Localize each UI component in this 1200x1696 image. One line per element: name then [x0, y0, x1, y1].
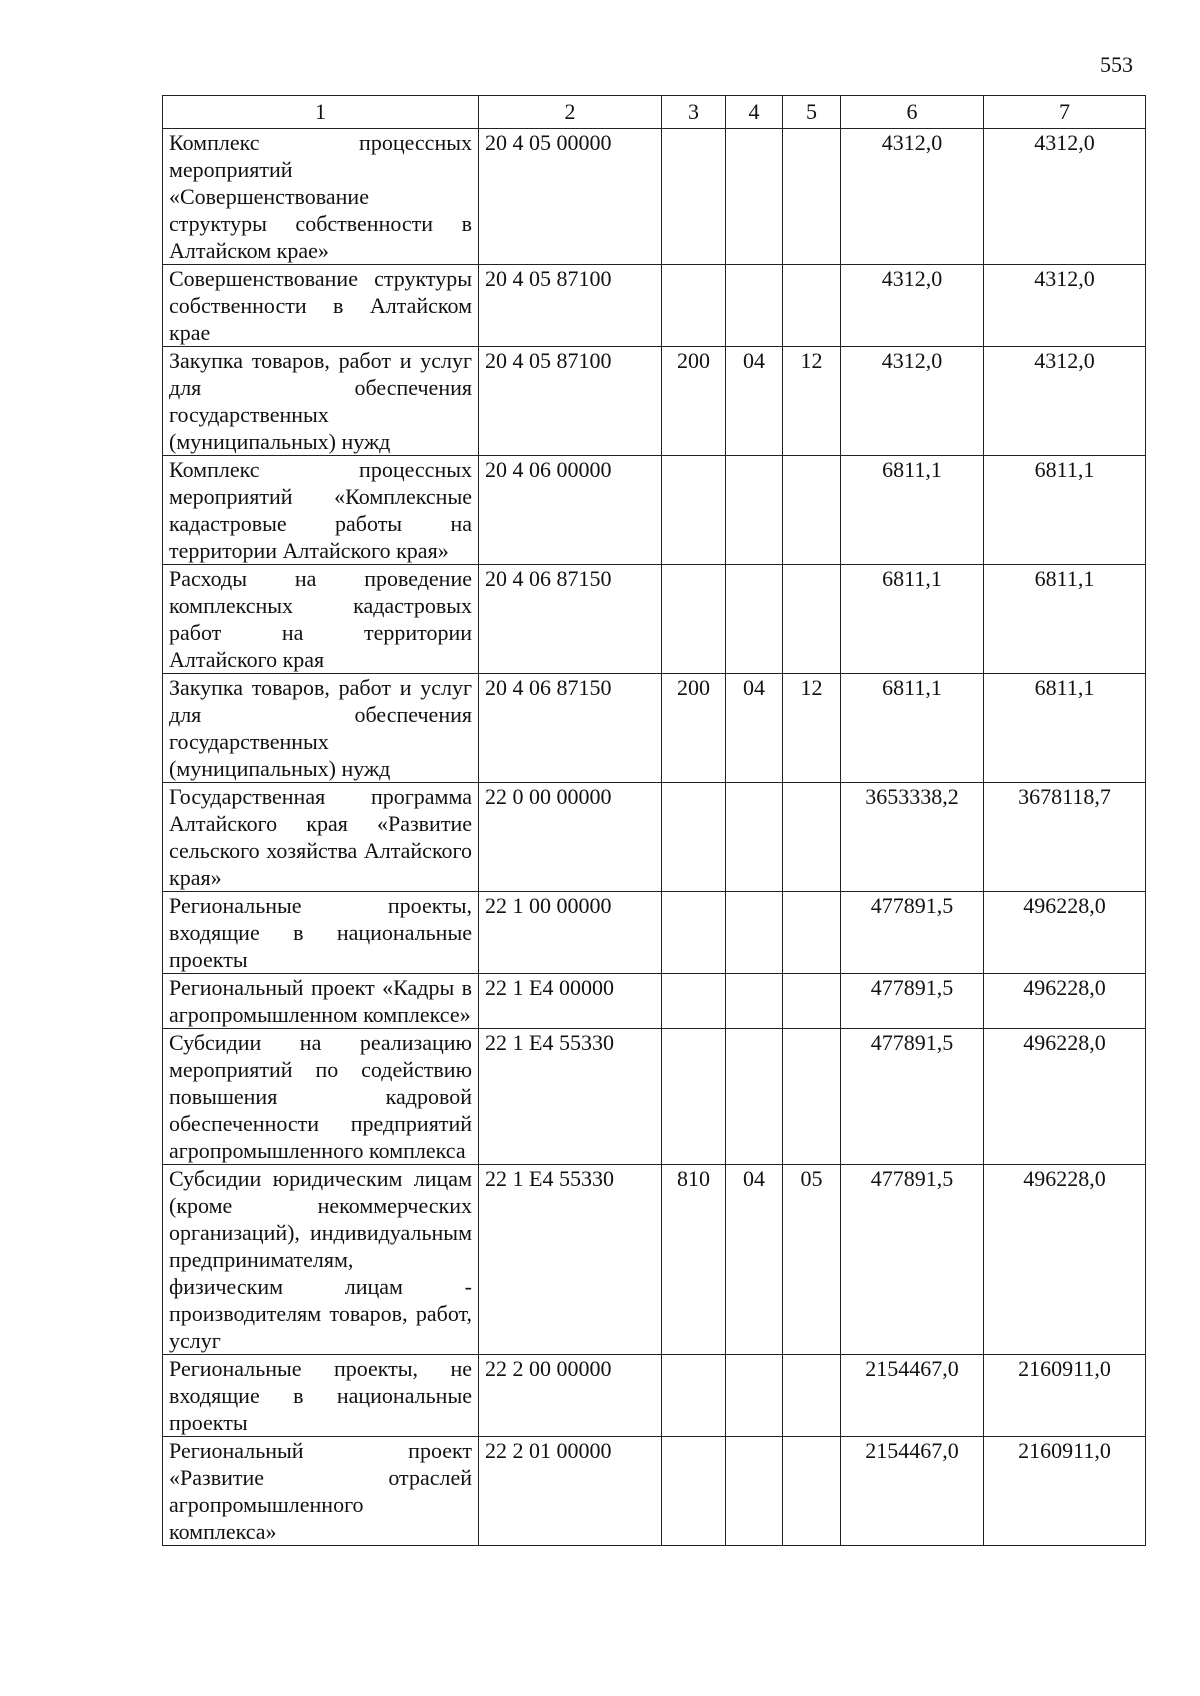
budget-table: [162, 95, 1146, 1546]
column-3-cell: [662, 265, 726, 347]
column-5-cell: [783, 1355, 841, 1437]
row-name-cell: Комплекс процессных мероприятий «Комплексные кадастровые работы на территории Алтайского края»: [163, 456, 479, 565]
column-header: 3: [662, 96, 726, 129]
column-4-cell: [726, 456, 783, 565]
table-row: [163, 1355, 1146, 1437]
column-3-cell: [662, 974, 726, 1029]
column-7-amount-cell: 496228,0: [984, 974, 1146, 1029]
column-5-cell: [783, 565, 841, 674]
table-row: [163, 456, 1146, 565]
target-code-cell: 22 1 Е4 55330: [479, 1029, 662, 1165]
table-row: [163, 265, 1146, 347]
column-header: 5: [783, 96, 841, 129]
column-5-cell: [783, 265, 841, 347]
page-number: 553: [1100, 52, 1133, 77]
column-4-cell: 04: [726, 1165, 783, 1355]
row-name-cell: Комплекс процессных мероприятий «Совершенствование структуры собственности в Алтайском крае»: [163, 129, 479, 265]
target-code-cell: 22 1 00 00000: [479, 892, 662, 974]
column-6-amount-cell: 2154467,0: [841, 1437, 984, 1546]
column-3-cell: [662, 1437, 726, 1546]
target-code-cell: 22 1 Е4 00000: [479, 974, 662, 1029]
target-code-cell: 22 0 00 00000: [479, 783, 662, 892]
table-row: [163, 1029, 1146, 1165]
column-6-amount-cell: 477891,5: [841, 1165, 984, 1355]
column-6-amount-cell: 6811,1: [841, 565, 984, 674]
row-name-cell: Субсидии на реализацию мероприятий по содействию повышения кадровой обеспеченности предприятий агропромышленного комплекса: [163, 1029, 479, 1165]
column-6-amount-cell: 4312,0: [841, 129, 984, 265]
column-3-cell: [662, 1355, 726, 1437]
column-3-cell: [662, 783, 726, 892]
column-7-amount-cell: 4312,0: [984, 265, 1146, 347]
column-3-cell: [662, 892, 726, 974]
column-7-amount-cell: 2160911,0: [984, 1355, 1146, 1437]
table-body: [163, 129, 1146, 1546]
header-row: [163, 96, 1146, 129]
column-6-amount-cell: 4312,0: [841, 265, 984, 347]
column-6-amount-cell: 3653338,2: [841, 783, 984, 892]
column-4-cell: [726, 129, 783, 265]
row-name-cell: Региональный проект «Кадры в агропромышленном комплексе»: [163, 974, 479, 1029]
column-5-cell: [783, 1029, 841, 1165]
column-5-cell: 05: [783, 1165, 841, 1355]
row-name-cell: Закупка товаров, работ и услуг для обеспечения государственных (муниципальных) нужд: [163, 674, 479, 783]
target-code-cell: 20 4 05 87100: [479, 347, 662, 456]
table-row: [163, 974, 1146, 1029]
column-4-cell: [726, 1029, 783, 1165]
column-7-amount-cell: 4312,0: [984, 129, 1146, 265]
column-header: 4: [726, 96, 783, 129]
column-7-amount-cell: 496228,0: [984, 1029, 1146, 1165]
table-row: [163, 1165, 1146, 1355]
table-row: [163, 892, 1146, 974]
target-code-cell: 20 4 05 00000: [479, 129, 662, 265]
row-name-cell: Региональные проекты, входящие в национальные проекты: [163, 892, 479, 974]
target-code-cell: 22 1 Е4 55330: [479, 1165, 662, 1355]
column-6-amount-cell: 477891,5: [841, 974, 984, 1029]
column-4-cell: [726, 265, 783, 347]
column-header: 1: [163, 96, 479, 129]
column-3-cell: [662, 1029, 726, 1165]
target-code-cell: 20 4 06 87150: [479, 565, 662, 674]
row-name-cell: Закупка товаров, работ и услуг для обеспечения государственных (муниципальных) нужд: [163, 347, 479, 456]
target-code-cell: 22 2 00 00000: [479, 1355, 662, 1437]
column-7-amount-cell: 496228,0: [984, 1165, 1146, 1355]
column-5-cell: [783, 974, 841, 1029]
row-name-cell: Региональный проект «Развитие отраслей агропромышленного комплекса»: [163, 1437, 479, 1546]
column-6-amount-cell: 6811,1: [841, 456, 984, 565]
target-code-cell: 20 4 06 87150: [479, 674, 662, 783]
row-name-cell: Расходы на проведение комплексных кадастровых работ на территории Алтайского края: [163, 565, 479, 674]
column-4-cell: [726, 892, 783, 974]
column-7-amount-cell: 496228,0: [984, 892, 1146, 974]
column-6-amount-cell: 2154467,0: [841, 1355, 984, 1437]
column-3-cell: 200: [662, 347, 726, 456]
column-4-cell: [726, 1355, 783, 1437]
row-name-cell: Субсидии юридическим лицам (кроме некоммерческих организаций), индивидуальным предпринимателям, физическим лицам - производителям товаров, работ, услуг: [163, 1165, 479, 1355]
column-3-cell: [662, 129, 726, 265]
column-5-cell: [783, 892, 841, 974]
column-4-cell: [726, 1437, 783, 1546]
column-6-amount-cell: 477891,5: [841, 1029, 984, 1165]
column-5-cell: [783, 1437, 841, 1546]
row-name-cell: Региональные проекты, не входящие в национальные проекты: [163, 1355, 479, 1437]
column-7-amount-cell: 2160911,0: [984, 1437, 1146, 1546]
target-code-cell: 22 2 01 00000: [479, 1437, 662, 1546]
row-name-cell: Совершенствование структуры собственности в Алтайском крае: [163, 265, 479, 347]
column-6-amount-cell: 6811,1: [841, 674, 984, 783]
column-5-cell: [783, 456, 841, 565]
table-row: [163, 347, 1146, 456]
column-3-cell: [662, 456, 726, 565]
column-header: 7: [984, 96, 1146, 129]
column-7-amount-cell: 6811,1: [984, 456, 1146, 565]
column-4-cell: [726, 974, 783, 1029]
table-row: [163, 783, 1146, 892]
table-row: [163, 565, 1146, 674]
column-4-cell: 04: [726, 347, 783, 456]
column-3-cell: 810: [662, 1165, 726, 1355]
column-5-cell: [783, 783, 841, 892]
column-3-cell: 200: [662, 674, 726, 783]
column-4-cell: [726, 783, 783, 892]
column-5-cell: [783, 129, 841, 265]
column-6-amount-cell: 477891,5: [841, 892, 984, 974]
column-3-cell: [662, 565, 726, 674]
column-7-amount-cell: 6811,1: [984, 674, 1146, 783]
column-header: 6: [841, 96, 984, 129]
column-7-amount-cell: 3678118,7: [984, 783, 1146, 892]
column-5-cell: 12: [783, 347, 841, 456]
table-row: [163, 129, 1146, 265]
column-7-amount-cell: 4312,0: [984, 347, 1146, 456]
row-name-cell: Государственная программа Алтайского края «Развитие сельского хозяйства Алтайского края»: [163, 783, 479, 892]
column-4-cell: [726, 565, 783, 674]
table-row: [163, 674, 1146, 783]
table-row: [163, 1437, 1146, 1546]
column-7-amount-cell: 6811,1: [984, 565, 1146, 674]
column-header: 2: [479, 96, 662, 129]
target-code-cell: 20 4 06 00000: [479, 456, 662, 565]
column-4-cell: 04: [726, 674, 783, 783]
column-5-cell: 12: [783, 674, 841, 783]
column-6-amount-cell: 4312,0: [841, 347, 984, 456]
target-code-cell: 20 4 05 87100: [479, 265, 662, 347]
